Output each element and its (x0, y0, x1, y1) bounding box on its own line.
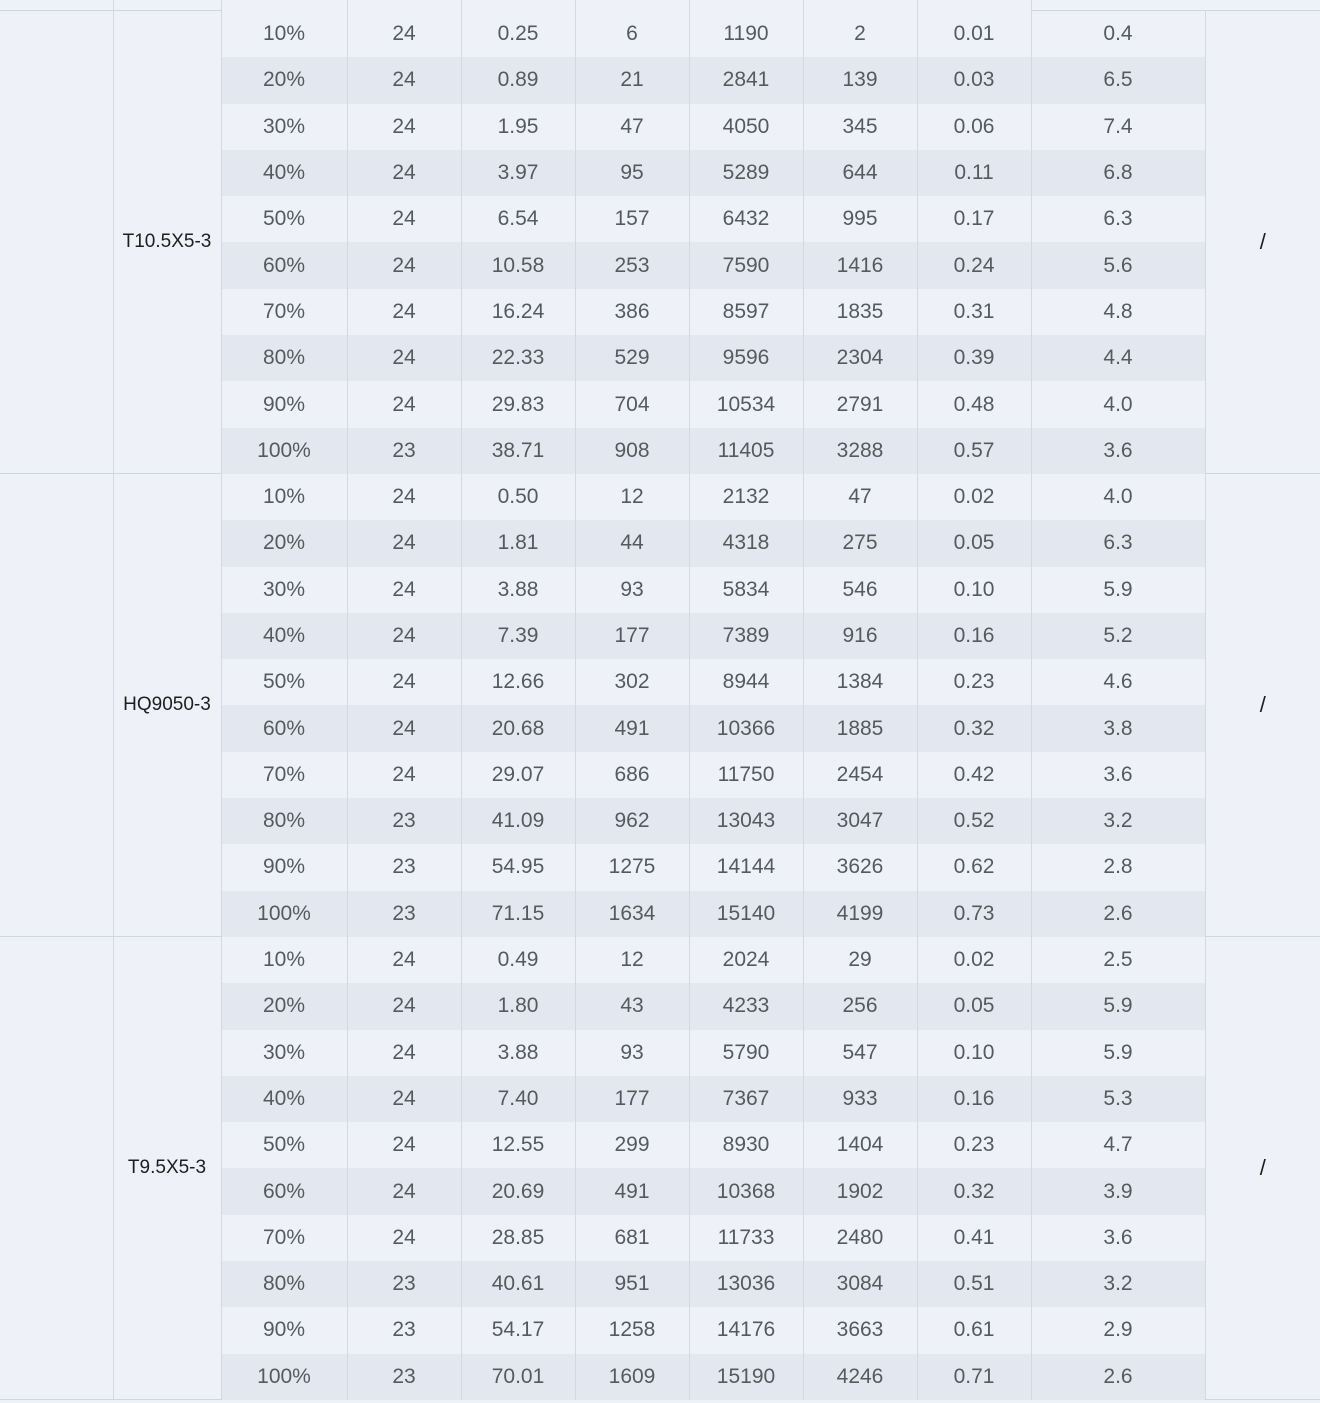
table-cell: 20% (221, 57, 347, 103)
table-cell: 1835 (803, 289, 917, 335)
table-cell: 23 (347, 798, 461, 844)
table-cell: 12 (575, 474, 689, 520)
table-cell: 1416 (803, 242, 917, 288)
table-cell: 0.02 (917, 937, 1031, 983)
table-cell: 23 (347, 1307, 461, 1353)
table-cell: 0.4 (1031, 11, 1205, 58)
table-cell: 4.4 (1031, 335, 1205, 381)
table-cell: 60% (221, 705, 347, 751)
table-cell: 24 (347, 937, 461, 983)
table-row-cropped-top (0, 0, 1320, 11)
table-cell: 60% (221, 242, 347, 288)
table-cell (347, 0, 461, 11)
table-cell: 23 (347, 844, 461, 890)
table-cell: 3.6 (1031, 1215, 1205, 1261)
note-cell: / (1205, 11, 1320, 474)
table-cell: 9596 (689, 335, 803, 381)
table-cell: 0.51 (917, 1261, 1031, 1307)
table-cell: 16.24 (461, 289, 575, 335)
table-cell: 50% (221, 659, 347, 705)
table-cell: 0.05 (917, 520, 1031, 566)
table-cell: 1.95 (461, 104, 575, 150)
table-cell: 0.73 (917, 891, 1031, 937)
table-cell: 29.83 (461, 381, 575, 427)
table-cell: 0.23 (917, 659, 1031, 705)
table-cell: 14144 (689, 844, 803, 890)
table-cell: 995 (803, 196, 917, 242)
cell-blank (0, 0, 113, 11)
table-cell: 6.8 (1031, 150, 1205, 196)
table-cell: 2.5 (1031, 937, 1205, 983)
table-cell: 70% (221, 289, 347, 335)
table-cell: 24 (347, 196, 461, 242)
table-cell: 962 (575, 798, 689, 844)
table-cell: 70% (221, 752, 347, 798)
table-cell: 1190 (689, 11, 803, 58)
table-cell: 100% (221, 428, 347, 474)
table-cell: 30% (221, 104, 347, 150)
table-cell: 20.69 (461, 1168, 575, 1214)
table-cell: 0.71 (917, 1354, 1031, 1400)
table-cell: 7389 (689, 613, 803, 659)
table-cell: 2791 (803, 381, 917, 427)
table-cell: 6.5 (1031, 57, 1205, 103)
table-cell: 3084 (803, 1261, 917, 1307)
table-cell: 6432 (689, 196, 803, 242)
table-cell: 2.9 (1031, 1307, 1205, 1353)
table-cell: 24 (347, 242, 461, 288)
table-cell: 8597 (689, 289, 803, 335)
table-cell: 24 (347, 1030, 461, 1076)
table-cell: 0.62 (917, 844, 1031, 890)
table-cell: 7367 (689, 1076, 803, 1122)
table-cell: 24 (347, 1076, 461, 1122)
cell-blank (0, 11, 113, 474)
table-cell: 24 (347, 474, 461, 520)
table-cell: 547 (803, 1030, 917, 1076)
table-cell: 0.32 (917, 1168, 1031, 1214)
table-cell: 24 (347, 705, 461, 751)
table-cell: 40.61 (461, 1261, 575, 1307)
table-cell: 3663 (803, 1307, 917, 1353)
table-cell: 0.89 (461, 57, 575, 103)
table-cell: 4.7 (1031, 1122, 1205, 1168)
table-cell: 24 (347, 1215, 461, 1261)
table-cell: 50% (221, 1122, 347, 1168)
table-cell: 44 (575, 520, 689, 566)
table-cell: 345 (803, 104, 917, 150)
table-cell: 491 (575, 705, 689, 751)
table-cell: 0.49 (461, 937, 575, 983)
cell-blank (0, 937, 113, 1400)
table-cell: 60% (221, 1168, 347, 1214)
table-cell: 6.3 (1031, 520, 1205, 566)
table-cell: 2 (803, 11, 917, 58)
table-cell: 4318 (689, 520, 803, 566)
table-cell: 6.3 (1031, 196, 1205, 242)
table-cell: 4.0 (1031, 474, 1205, 520)
table-cell: 704 (575, 381, 689, 427)
table-cell: 3047 (803, 798, 917, 844)
table-cell: 90% (221, 381, 347, 427)
table-cell: 1885 (803, 705, 917, 751)
table-cell: 10.58 (461, 242, 575, 288)
table-cell: 253 (575, 242, 689, 288)
table-cell: 21 (575, 57, 689, 103)
table-cell: 157 (575, 196, 689, 242)
table-cell: 491 (575, 1168, 689, 1214)
table-cell: 3288 (803, 428, 917, 474)
table-cell: 20% (221, 983, 347, 1029)
table-cell: 139 (803, 57, 917, 103)
table-cell: 1275 (575, 844, 689, 890)
table-cell: 8944 (689, 659, 803, 705)
table-cell: 5790 (689, 1030, 803, 1076)
table-cell (575, 0, 689, 11)
table-cell: 24 (347, 1168, 461, 1214)
table-cell: 24 (347, 11, 461, 58)
table-cell: 24 (347, 1122, 461, 1168)
table-row (0, 474, 1320, 520)
table-cell: 0.48 (917, 381, 1031, 427)
table-cell: 2.6 (1031, 1354, 1205, 1400)
table-cell: 4.6 (1031, 659, 1205, 705)
table-cell: 54.95 (461, 844, 575, 890)
table-cell: 2.6 (1031, 891, 1205, 937)
table-cell: 20.68 (461, 705, 575, 751)
table-cell: 41.09 (461, 798, 575, 844)
table-cell: 29.07 (461, 752, 575, 798)
table-cell: 0.01 (917, 11, 1031, 58)
table-cell: 4199 (803, 891, 917, 937)
table-cell: 11750 (689, 752, 803, 798)
table-cell: 10% (221, 11, 347, 58)
table-cell: 5289 (689, 150, 803, 196)
table-cell: 5.9 (1031, 567, 1205, 613)
table-cell: 4050 (689, 104, 803, 150)
model-name-cell: HQ9050-3 (113, 474, 221, 937)
table-cell: 29 (803, 937, 917, 983)
table-cell: 1384 (803, 659, 917, 705)
table-cell: 24 (347, 567, 461, 613)
table-cell: 3.88 (461, 1030, 575, 1076)
table-cell: 15190 (689, 1354, 803, 1400)
table-cell: 80% (221, 798, 347, 844)
table-cell: 951 (575, 1261, 689, 1307)
table-cell: 10534 (689, 381, 803, 427)
table-cell: 71.15 (461, 891, 575, 937)
table-cell (221, 0, 347, 11)
table-cell: 7.4 (1031, 104, 1205, 150)
table-cell: 0.61 (917, 1307, 1031, 1353)
table-cell: 0.05 (917, 983, 1031, 1029)
table-cell: 3.97 (461, 150, 575, 196)
table-cell: 3.6 (1031, 752, 1205, 798)
table-cell: 15140 (689, 891, 803, 937)
table-cell: 2.8 (1031, 844, 1205, 890)
table-cell: 10% (221, 937, 347, 983)
table-cell: 2024 (689, 937, 803, 983)
table-cell (689, 0, 803, 11)
table-cell: 23 (347, 428, 461, 474)
table-cell: 12 (575, 937, 689, 983)
table-cell (461, 0, 575, 11)
table-cell: 0.41 (917, 1215, 1031, 1261)
table-cell: 4246 (803, 1354, 917, 1400)
table-cell: 14176 (689, 1307, 803, 1353)
table-cell: 43 (575, 983, 689, 1029)
table-cell: 1.80 (461, 983, 575, 1029)
table-cell: 24 (347, 289, 461, 335)
table-cell: 24 (347, 57, 461, 103)
table-cell: 908 (575, 428, 689, 474)
table-cell (803, 0, 917, 11)
table-cell: 0.24 (917, 242, 1031, 288)
table-cell: 6 (575, 11, 689, 58)
table-cell: 0.31 (917, 289, 1031, 335)
table-cell: 3.88 (461, 567, 575, 613)
model-name-cell: T10.5X5-3 (113, 11, 221, 474)
table-cell: 686 (575, 752, 689, 798)
table-cell: 23 (347, 1354, 461, 1400)
table-cell: 0.16 (917, 613, 1031, 659)
table-cell: 0.06 (917, 104, 1031, 150)
table-cell: 3626 (803, 844, 917, 890)
cell-blank (1031, 0, 1205, 11)
table-cell: 100% (221, 891, 347, 937)
table-cell: 0.25 (461, 11, 575, 58)
table-cell: 916 (803, 613, 917, 659)
table-cell: 275 (803, 520, 917, 566)
table-cell: 90% (221, 1307, 347, 1353)
table-row (0, 937, 1320, 983)
table-cell: 30% (221, 1030, 347, 1076)
table-cell: 1609 (575, 1354, 689, 1400)
table-cell: 3.2 (1031, 798, 1205, 844)
table-cell: 5834 (689, 567, 803, 613)
table-cell: 24 (347, 104, 461, 150)
table-cell: 24 (347, 150, 461, 196)
table-cell: 1404 (803, 1122, 917, 1168)
table-cell: 11733 (689, 1215, 803, 1261)
table-cell: 681 (575, 1215, 689, 1261)
table-cell: 1.81 (461, 520, 575, 566)
table-cell: 24 (347, 983, 461, 1029)
table-cell: 0.10 (917, 567, 1031, 613)
table-cell: 40% (221, 1076, 347, 1122)
table-cell: 8930 (689, 1122, 803, 1168)
table-row (0, 11, 1320, 58)
table-cell: 95 (575, 150, 689, 196)
table-cell: 0.39 (917, 335, 1031, 381)
table-cell: 24 (347, 659, 461, 705)
table-cell: 90% (221, 844, 347, 890)
table-cell: 22.33 (461, 335, 575, 381)
table-cell: 0.57 (917, 428, 1031, 474)
note-cell: / (1205, 474, 1320, 937)
model-name-cell: T9.5X5-3 (113, 937, 221, 1400)
table-cell: 10366 (689, 705, 803, 751)
table-cell: 5.9 (1031, 1030, 1205, 1076)
table-cell: 12.66 (461, 659, 575, 705)
table-cell: 47 (575, 104, 689, 150)
table-cell: 3.2 (1031, 1261, 1205, 1307)
table-cell: 302 (575, 659, 689, 705)
table-cell: 0.02 (917, 474, 1031, 520)
table-cell: 933 (803, 1076, 917, 1122)
table-cell: 4233 (689, 983, 803, 1029)
table-cell: 177 (575, 613, 689, 659)
table-cell: 3.9 (1031, 1168, 1205, 1214)
table-cell: 0.03 (917, 57, 1031, 103)
table-cell: 0.42 (917, 752, 1031, 798)
table-cell: 177 (575, 1076, 689, 1122)
table-cell: 80% (221, 335, 347, 381)
cell-blank (113, 0, 221, 11)
table-cell: 12.55 (461, 1122, 575, 1168)
cell-blank (0, 474, 113, 937)
table-cell: 5.6 (1031, 242, 1205, 288)
table-cell: 299 (575, 1122, 689, 1168)
table-cell: 2480 (803, 1215, 917, 1261)
table-cell: 4.0 (1031, 381, 1205, 427)
table-cell: 386 (575, 289, 689, 335)
table-cell: 93 (575, 567, 689, 613)
table-cell: 0.11 (917, 150, 1031, 196)
table-cell: 38.71 (461, 428, 575, 474)
table-cell: 0.52 (917, 798, 1031, 844)
table-cell: 24 (347, 752, 461, 798)
table-cell: 1258 (575, 1307, 689, 1353)
table-cell: 0.23 (917, 1122, 1031, 1168)
table-cell: 13036 (689, 1261, 803, 1307)
table-cell: 40% (221, 613, 347, 659)
table-cell: 4.8 (1031, 289, 1205, 335)
table-cell: 70% (221, 1215, 347, 1261)
table-cell: 30% (221, 567, 347, 613)
note-cell: / (1205, 937, 1320, 1400)
table-cell: 644 (803, 150, 917, 196)
table-cell: 0.16 (917, 1076, 1031, 1122)
table-cell (917, 0, 1031, 11)
table-cell: 13043 (689, 798, 803, 844)
table-cell: 6.54 (461, 196, 575, 242)
table-cell: 0.50 (461, 474, 575, 520)
table-cell: 28.85 (461, 1215, 575, 1261)
table-cell: 7.39 (461, 613, 575, 659)
table-cell: 23 (347, 1261, 461, 1307)
table-cell: 54.17 (461, 1307, 575, 1353)
table-cell: 100% (221, 1354, 347, 1400)
table-cell: 256 (803, 983, 917, 1029)
table-cell: 0.32 (917, 705, 1031, 751)
table-cell: 10368 (689, 1168, 803, 1214)
table-cell: 20% (221, 520, 347, 566)
table-cell: 7.40 (461, 1076, 575, 1122)
table-cell: 2454 (803, 752, 917, 798)
table-cell: 5.2 (1031, 613, 1205, 659)
table-cell: 0.17 (917, 196, 1031, 242)
table-cell: 50% (221, 196, 347, 242)
table-cell: 2841 (689, 57, 803, 103)
table-cell: 10% (221, 474, 347, 520)
table-cell: 24 (347, 613, 461, 659)
table-cell: 11405 (689, 428, 803, 474)
table-cell: 5.3 (1031, 1076, 1205, 1122)
table-cell: 93 (575, 1030, 689, 1076)
table-cell: 24 (347, 520, 461, 566)
table-cell: 2304 (803, 335, 917, 381)
table-cell: 2132 (689, 474, 803, 520)
table-cell: 7590 (689, 242, 803, 288)
table-cell: 0.10 (917, 1030, 1031, 1076)
table-cell: 546 (803, 567, 917, 613)
table-cell: 3.6 (1031, 428, 1205, 474)
table-cell: 1634 (575, 891, 689, 937)
table-cell: 47 (803, 474, 917, 520)
table-cell: 24 (347, 335, 461, 381)
table-cell: 40% (221, 150, 347, 196)
table-cell: 5.9 (1031, 983, 1205, 1029)
table-cell: 24 (347, 381, 461, 427)
table-cell: 1902 (803, 1168, 917, 1214)
table-cell: 529 (575, 335, 689, 381)
table-cell: 80% (221, 1261, 347, 1307)
table-cell: 3.8 (1031, 705, 1205, 751)
table-cell: 70.01 (461, 1354, 575, 1400)
table-cell: 23 (347, 891, 461, 937)
